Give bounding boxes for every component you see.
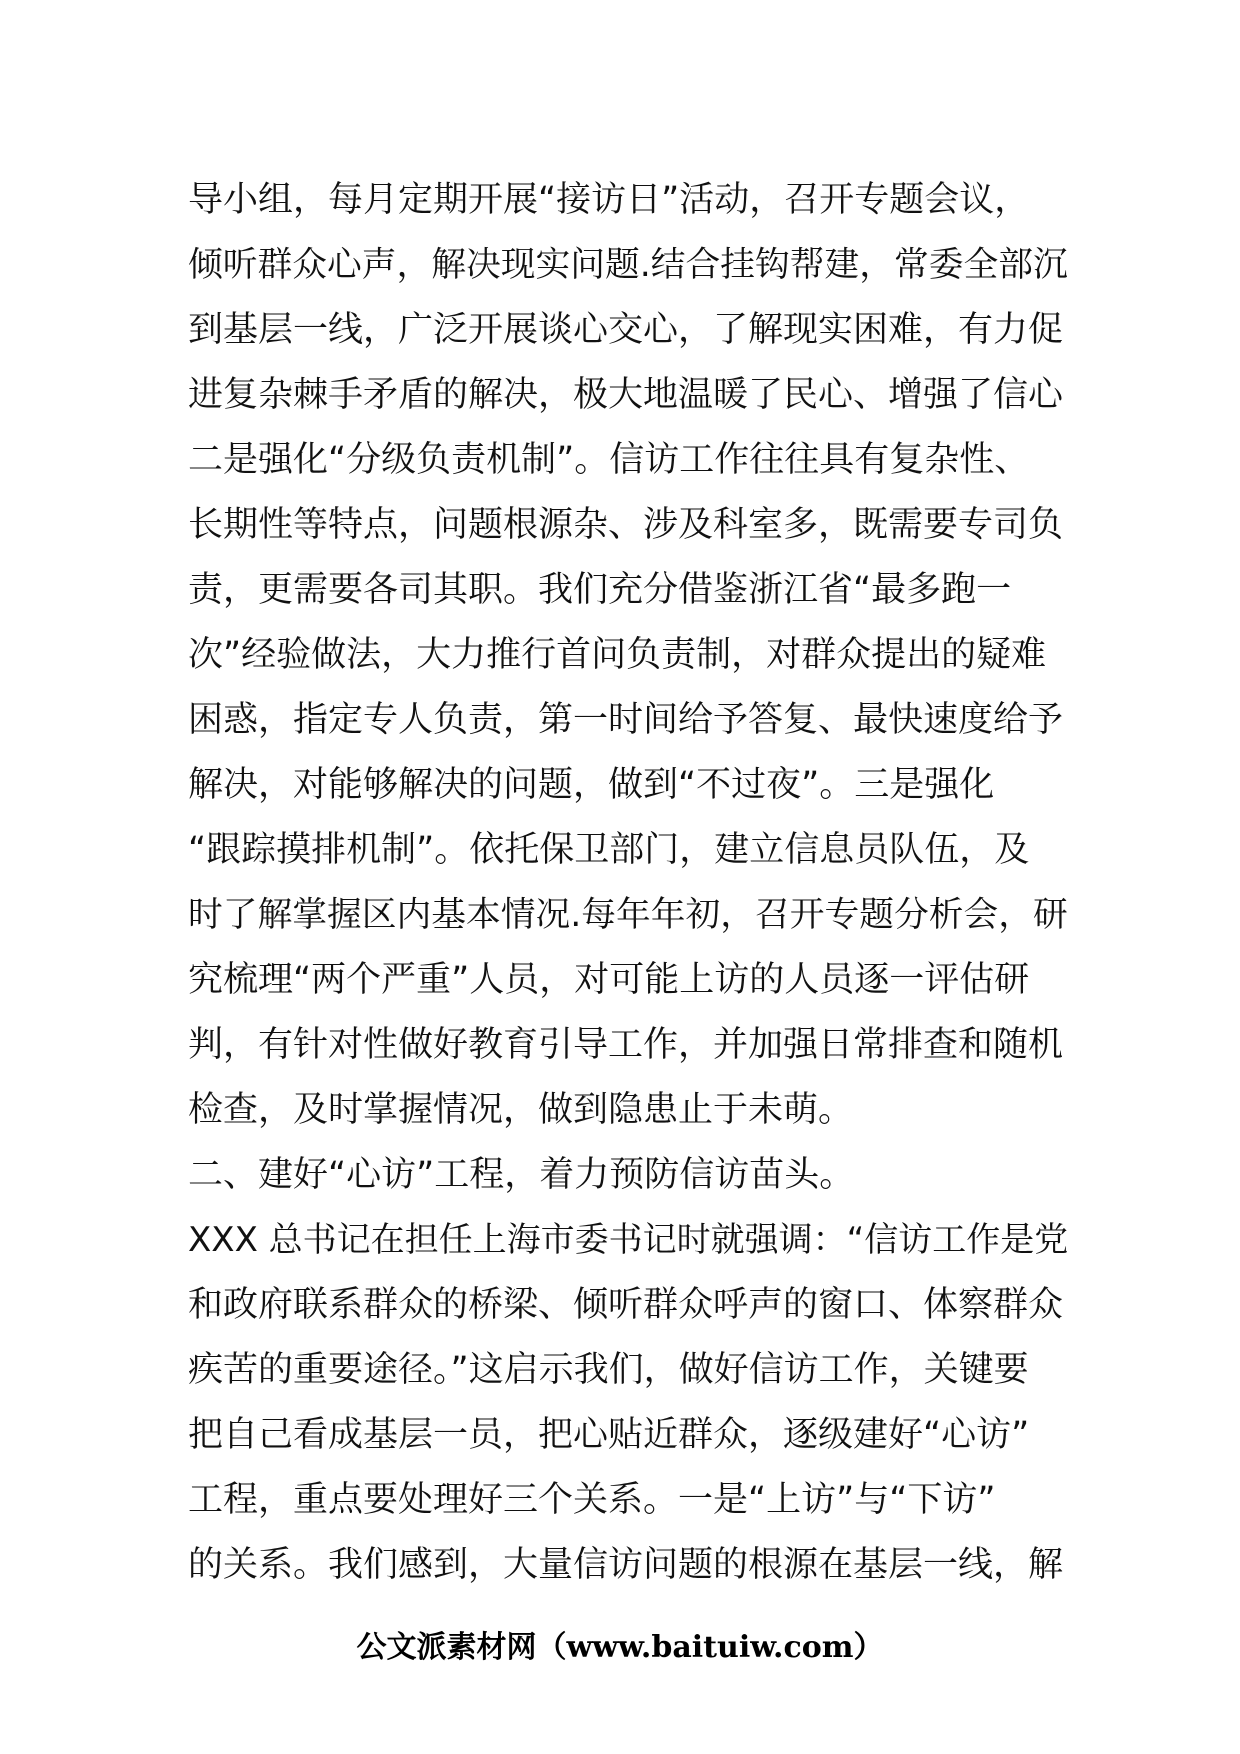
- text-line: 到基层一线，广泛开展谈心交心，了解现实困难，有力促: [188, 310, 1064, 350]
- text-line: 把自己看成基层一员，把心贴近群众，逐级建好“心访”: [188, 1415, 1030, 1455]
- text-line: 判，有针对性做好教育引导工作，并加强日常排查和随机: [188, 1025, 1064, 1065]
- text-line: XXX 总书记在担任上海市委书记时就强调：“信访工作是党: [188, 1220, 1069, 1260]
- text-line: 长期性等特点，问题根源杂、涉及科室多，既需要专司负: [188, 505, 1064, 545]
- text-line: 疾苦的重要途径。”这启示我们，做好信访工作，关键要: [188, 1350, 1029, 1390]
- text-line: 究梳理“两个严重”人员，对可能上访的人员逐一评估研: [188, 960, 1030, 1000]
- text-line: 进复杂棘手矛盾的解决，极大地温暖了民心、增强了信心: [188, 375, 1064, 415]
- document-body: [188, 168, 1068, 1598]
- section-heading: 二、建好“心访”工程，着力预防信访苗头。: [188, 1155, 855, 1195]
- page-footer-watermark: 公文派素材网（www.baituiw.com）: [356, 1630, 884, 1665]
- text-line: 二是强化“分级负责机制”。信访工作往往具有复杂性、: [188, 440, 1030, 480]
- text-line: 次”经验做法，大力推行首问负责制，对群众提出的疑难: [188, 635, 1047, 675]
- text-line: 的关系。我们感到，大量信访问题的根源在基层一线，解: [188, 1545, 1064, 1585]
- text-line: “跟踪摸排机制”。依托保卫部门，建立信息员队伍，及: [188, 830, 1030, 870]
- text-line: 倾听群众心声，解决现实问题.结合挂钩帮建，常委全部沉: [188, 245, 1068, 285]
- text-line: 检查，及时掌握情况，做到隐患止于未萌。: [188, 1090, 854, 1130]
- text-line: 时了解掌握区内基本情况.每年年初，召开专题分析会，研: [188, 895, 1068, 935]
- text-line: 解决，对能够解决的问题，做到“不过夜”。三是强化: [188, 765, 995, 805]
- text-line: 工程，重点要处理好三个关系。一是“上访”与“下访”: [188, 1480, 996, 1520]
- text-line: 责，更需要各司其职。我们充分借鉴浙江省“最多跑一: [188, 570, 1012, 610]
- text-line: 困惑，指定专人负责，第一时间给予答复、最快速度给予: [188, 700, 1064, 740]
- text-line: 和政府联系群众的桥梁、倾听群众呼声的窗口、体察群众: [188, 1285, 1064, 1325]
- text-line: 导小组，每月定期开展“接访日”活动，召开专题会议，: [188, 180, 1030, 220]
